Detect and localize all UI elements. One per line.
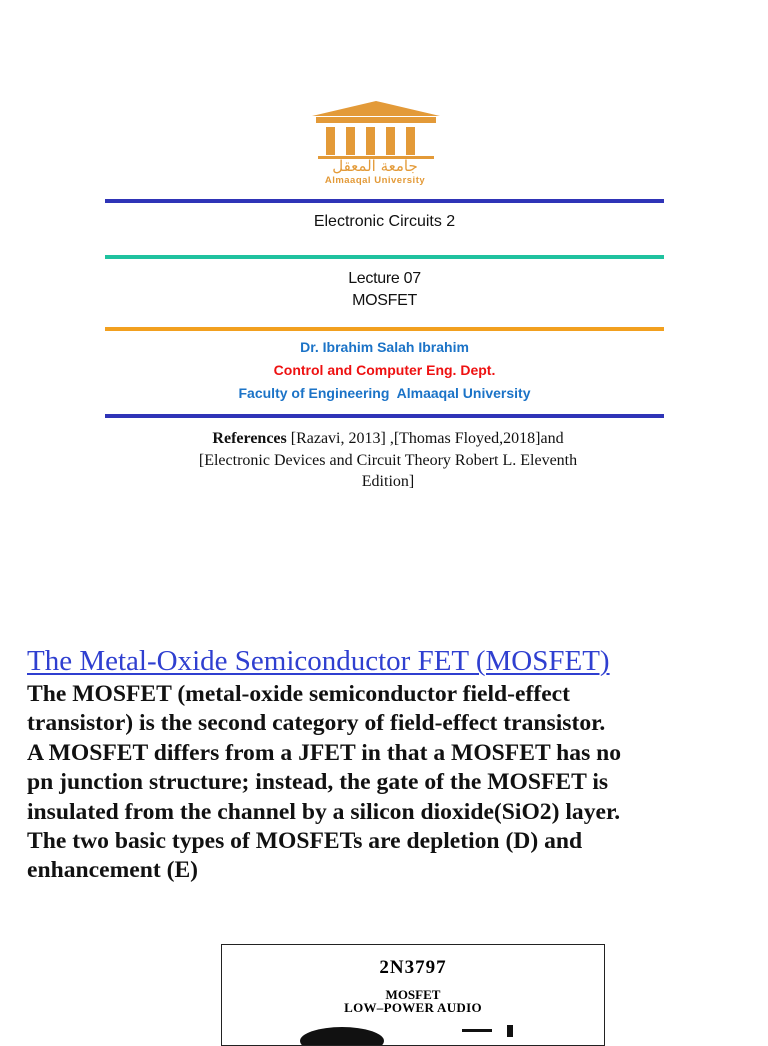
lecture-number: Lecture 07 [348, 270, 421, 287]
section-title: The Metal-Oxide Semiconductor FET (MOSFET) [27, 645, 610, 677]
datasheet-figure [221, 944, 605, 1046]
divider-orange [105, 327, 664, 331]
datasheet-description: LOW–POWER AUDIO [344, 1000, 482, 1015]
logo-arabic-name: جامعة المعقل [332, 157, 418, 175]
university-logo [300, 98, 460, 190]
divider-blue-bottom [105, 414, 664, 418]
logo-english-name: Almaaqal University [324, 175, 426, 186]
divider-blue-top [105, 199, 664, 203]
lecture-heading [105, 268, 664, 312]
divider-teal [105, 255, 664, 259]
datasheet-device-type: MOSFET [385, 987, 441, 1002]
references-label: References [212, 430, 287, 447]
datasheet-part-number: 2N3797 [379, 957, 447, 978]
course-title: Electronic Circuits 2 [313, 213, 456, 230]
author-faculty: Faculty of Engineering Almaaqal University [238, 385, 531, 401]
author-name: Dr. Ibrahim Salah Ibrahim [300, 339, 469, 355]
lecture-topic: MOSFET [352, 292, 417, 309]
references-text: [Razavi, 2013] ,[Thomas Floyed,2018]and [Electronic Devices and Circuit Theory Robert L. Eleventh Edition] [198, 430, 578, 490]
transistor-package-shape [222, 1015, 604, 1045]
references [190, 428, 586, 493]
building-columns-icon [308, 98, 444, 160]
author-department: Control and Computer Eng. Dept. [273, 362, 496, 378]
section-body: The MOSFET (metal-oxide semiconductor field-effect transistor) is the second category of field-effect transistor. A MOSFET differs from a JFET in that a MOSFET has no pn junction structure; instead, the gate of the MOSFET is insulated from the channel by a silicon dioxide(SiO2) layer. The two basic types of MOSFETs are depletion (D) and enhancement (E) [27, 681, 622, 884]
